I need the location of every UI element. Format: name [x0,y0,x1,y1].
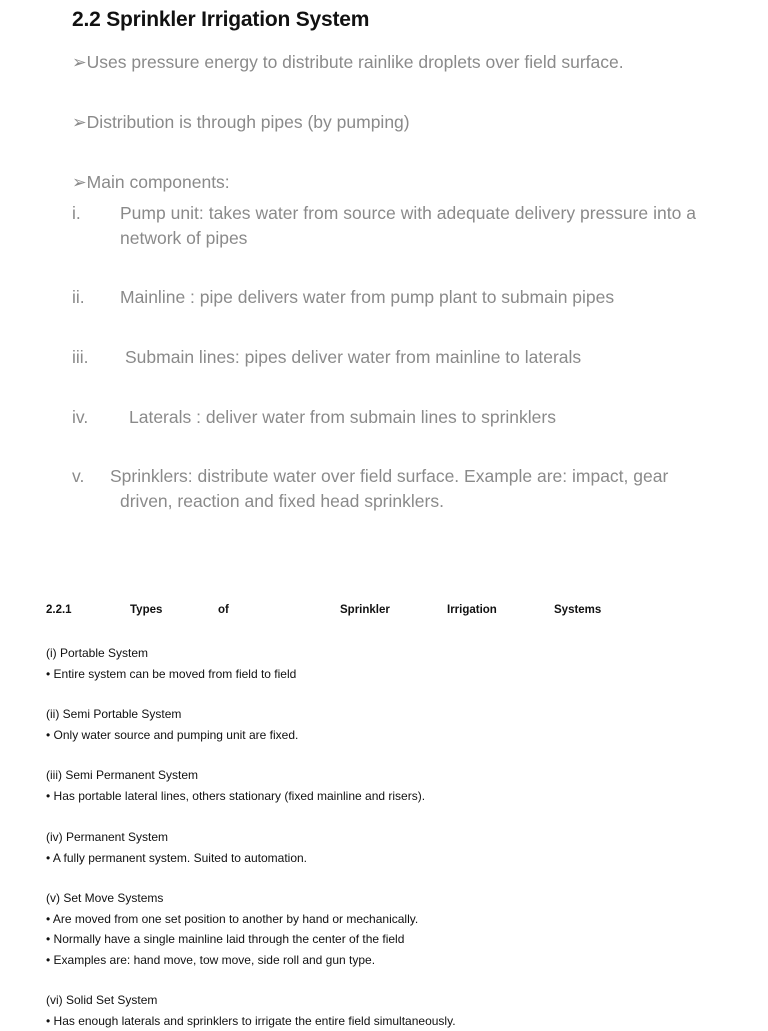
page-title: 2.2 Sprinkler Irrigation System [72,8,369,32]
component-item [72,345,696,371]
bullet-components [72,172,230,193]
system-line: • Has portable lateral lines, others stationary (fixed mainline and risers). [46,786,425,807]
bullet-distribution [72,112,410,133]
component-number: iii. [72,345,89,370]
component-item [72,405,696,431]
system-title: (vi) Solid Set System [46,990,456,1011]
component-text: Submain lines: pipes deliver water from mainline to laterals [125,345,696,370]
subheading-word: of [218,604,229,616]
component-item [72,285,696,311]
component-text [110,464,696,514]
bullet-text: Uses pressure energy to distribute rainlike droplets over field surface. [87,52,624,72]
component-number: ii. [72,285,85,310]
system-title: (i) Portable System [46,643,296,664]
component-item [72,464,696,516]
system-line: • Are moved from one set position to another by hand or mechanically. [46,909,418,930]
component-number: i. [72,201,81,226]
system-line: • Entire system can be moved from field to field [46,664,296,685]
system-set-move [46,888,418,970]
system-solid-set [46,990,456,1031]
component-text: Pump unit: takes water from source with adequate delivery pressure into a network of pipes [120,201,696,251]
component-item [72,201,696,253]
system-portable [46,643,296,684]
arrow-bullet-icon: ➢ [72,112,87,132]
subheading-word: Sprinkler [340,604,390,616]
system-title: (ii) Semi Portable System [46,704,298,725]
system-line: • Examples are: hand move, tow move, side roll and gun type. [46,950,418,971]
component-text: Laterals : deliver water from submain lines to sprinklers [129,405,696,430]
system-line: • Normally have a single mainline laid through the center of the field [46,929,418,950]
system-title: (v) Set Move Systems [46,888,418,909]
subheading-number: 2.2.1 [46,604,72,616]
arrow-bullet-icon: ➢ [72,52,87,72]
system-line: • Only water source and pumping unit are fixed. [46,725,298,746]
component-text: Mainline : pipe delivers water from pump plant to submain pipes [120,285,696,310]
subheading-word: Systems [554,604,601,616]
bullet-text: Distribution is through pipes (by pumping) [87,112,410,132]
system-semi-permanent [46,765,425,806]
system-line: • Has enough laterals and sprinklers to irrigate the entire field simultaneously. [46,1011,456,1031]
subheading-word: Irrigation [447,604,497,616]
system-line: • A fully permanent system. Suited to automation. [46,848,307,869]
component-number: iv. [72,405,88,430]
component-text-content: Sprinklers: distribute water over field surface. Example are: impact, gear driven, reaction and fixed head sprinklers. [110,464,696,514]
system-semi-portable [46,704,298,745]
system-title: (iii) Semi Permanent System [46,765,425,786]
subheading-word: Types [130,604,162,616]
bullet-text: Main components: [87,172,230,192]
arrow-bullet-icon: ➢ [72,172,87,192]
component-number: v. [72,464,84,489]
bullet-pressure [72,52,624,73]
system-title: (iv) Permanent System [46,827,307,848]
system-permanent [46,827,307,868]
